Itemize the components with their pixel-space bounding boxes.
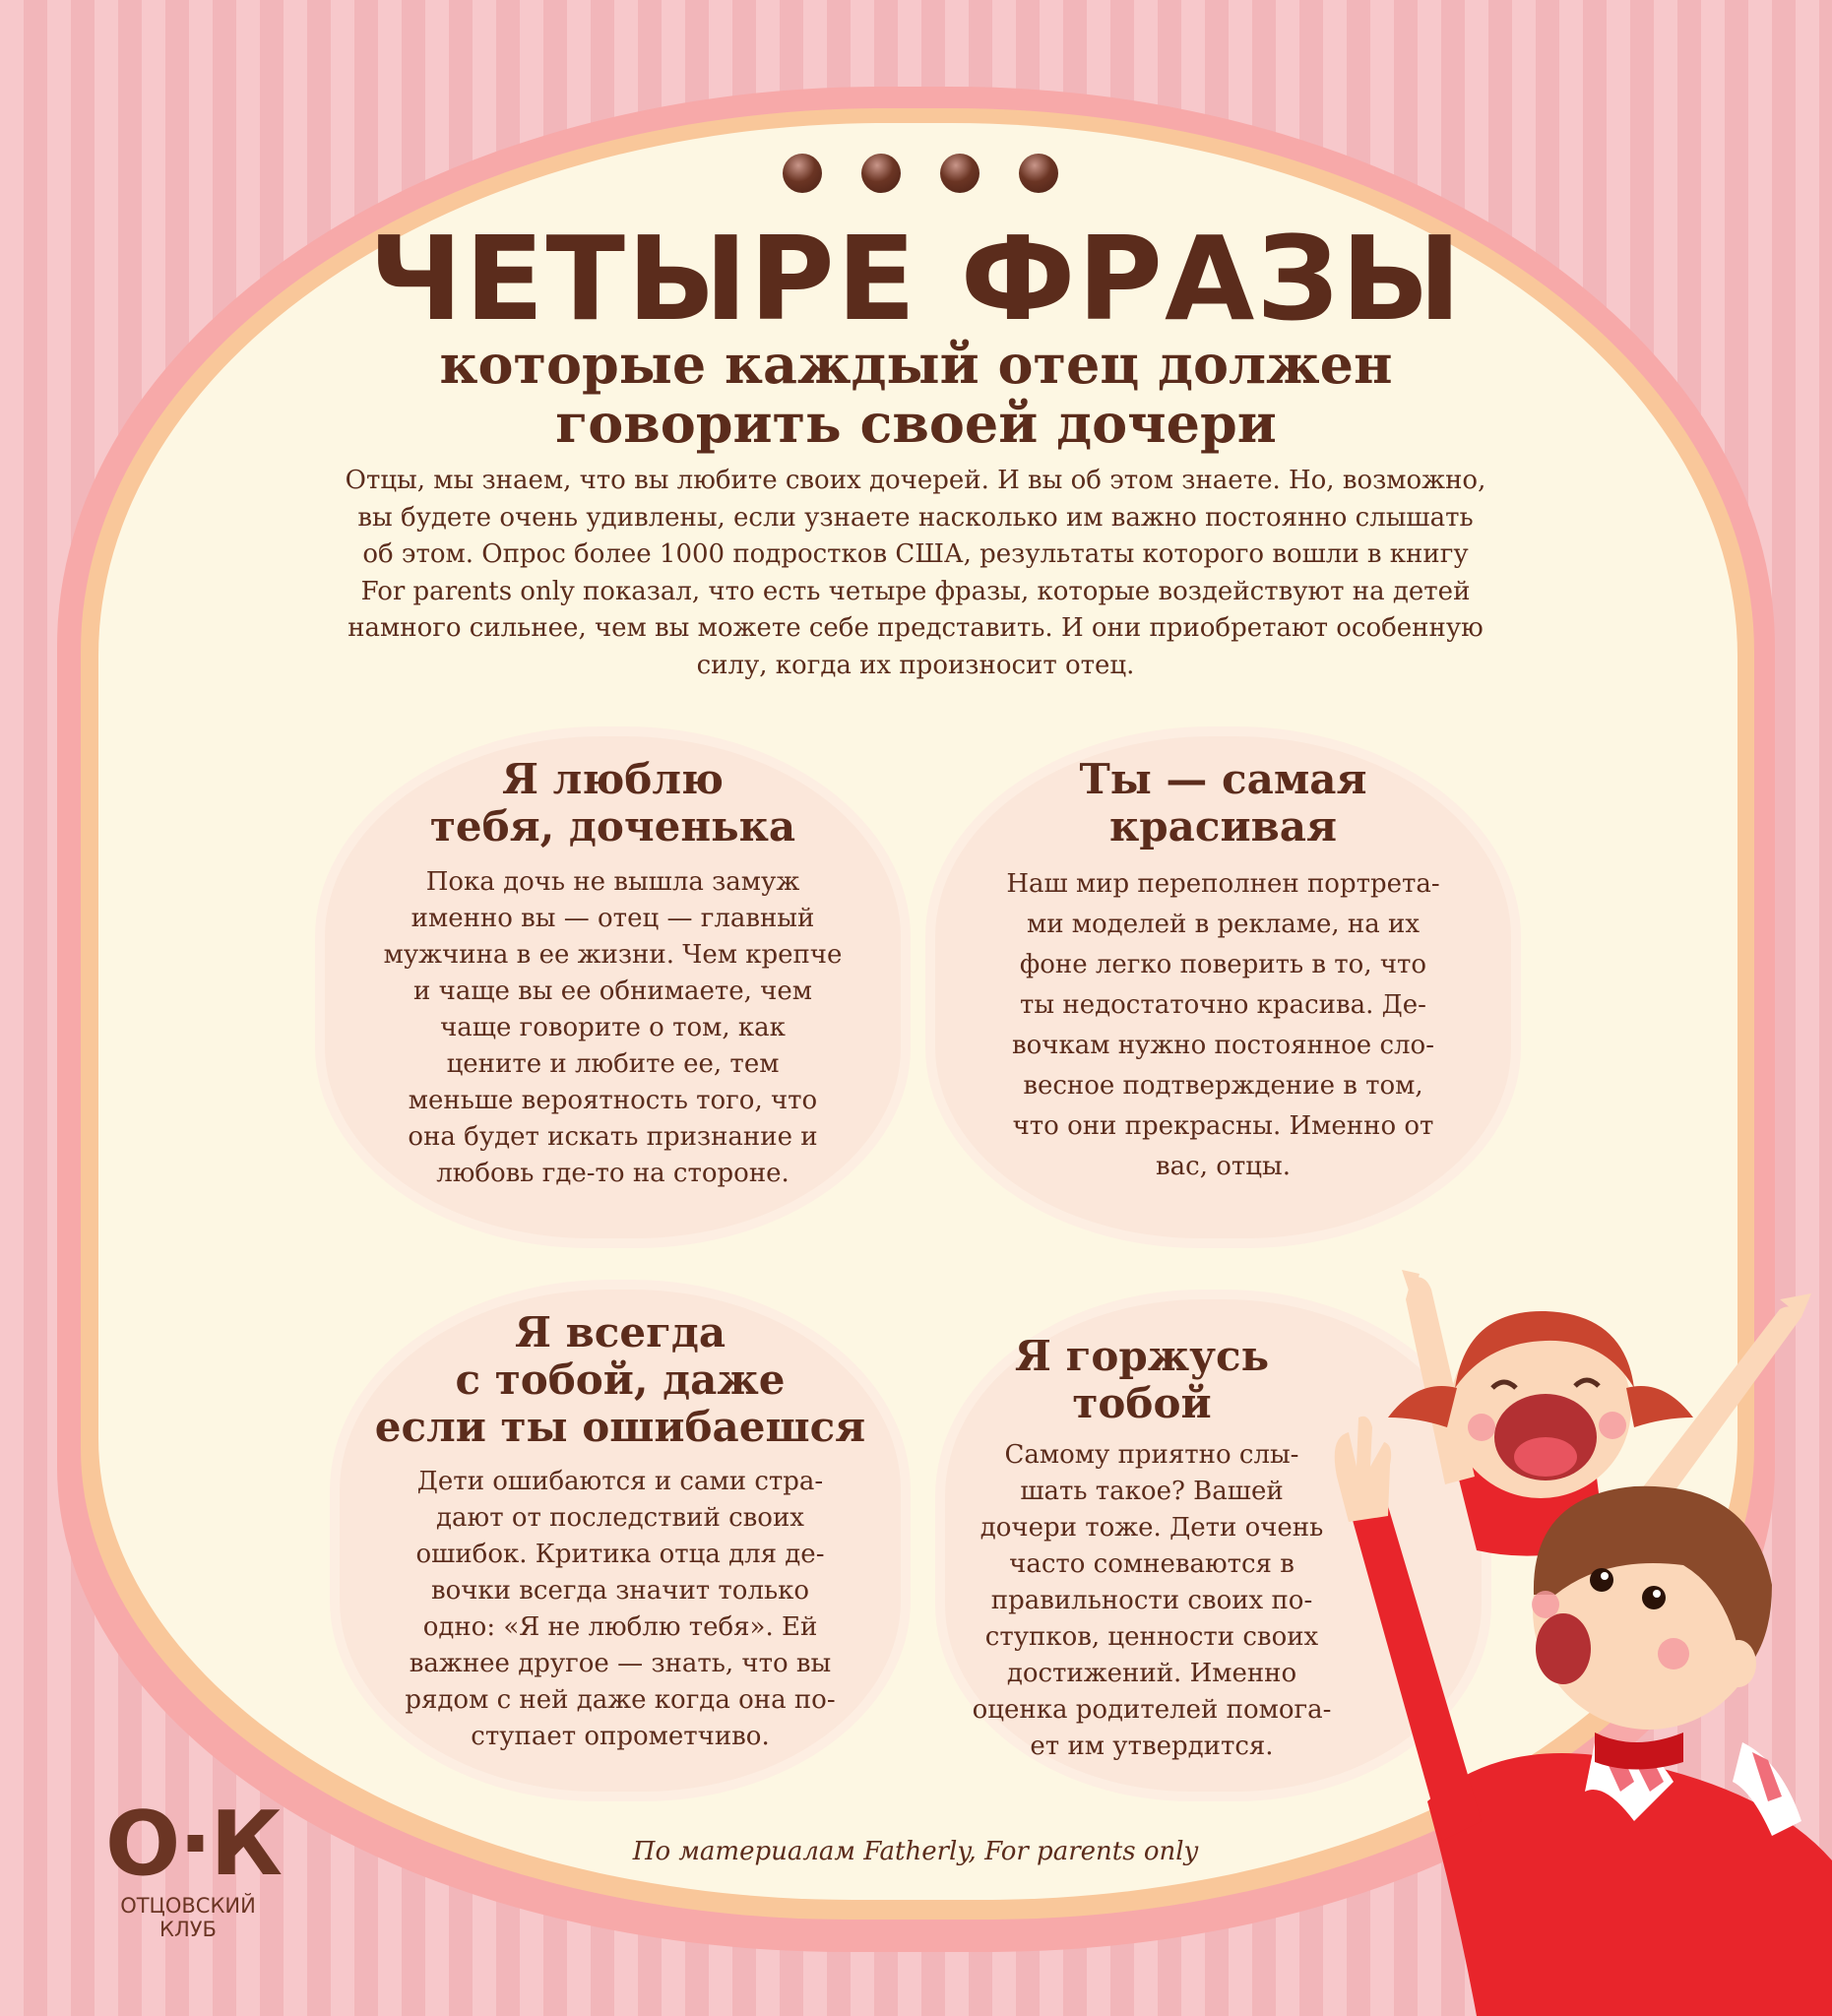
card-title-line: с тобой, даже [455,1355,786,1404]
phrase-card-text [340,1464,901,1755]
card-text-line: мужчина в ее жизни. Чем крепче [383,940,843,970]
dot-icon [861,154,901,193]
card-title-line: тебя, доченька [429,802,796,850]
card-text-line: она будет искать признание и [408,1122,818,1152]
card-text-line: рядом с ней даже когда она по- [405,1685,836,1715]
card-text-line: весное подтверждение в том, [1023,1071,1423,1101]
card-text-line: вочкам нужно постоянное сло- [1012,1031,1434,1060]
card-text-line: именно вы — отец — главный [411,904,815,933]
logo-text: ОТЦОВСКИЙ КЛУБ [120,1894,256,1941]
intro-line: силу, когда их произносит отец. [696,650,1135,680]
dot-icon [940,154,979,193]
card-text-line: дают от последствий своих [436,1503,804,1533]
intro-line: For parents only показал, что есть четыре фразы, которые воздействуют на детей [360,576,1471,606]
card-text-line: любовь где-то на стороне. [436,1159,790,1188]
card-title-line: Я люблю [501,755,725,803]
club-logo [95,1793,291,1941]
card-text-line: шать такое? Вашей [1020,1477,1284,1506]
card-text-line: чаще говорите о том, как [440,1013,786,1042]
intro-line: Отцы, мы знаем, что вы любите своих дочерей. И вы об этом знаете. Но, возможно, [345,466,1486,495]
card-text-line: меньше вероятность того, что [408,1086,818,1115]
intro-line: вы будете очень удивлены, если узнаете насколько им важно постоянно слышать [357,502,1474,533]
phrase-card-text [325,864,901,1192]
card-text-line: ет им утвердится. [1030,1732,1274,1761]
card-title-line: тобой [1072,1379,1212,1427]
card-text-line: ми моделей в рекламе, на их [1026,910,1420,939]
card-text-line: фоне легко поверить в то, что [1019,950,1427,979]
phrase-card-text [935,864,1511,1187]
intro-line: об этом. Опрос более 1000 подростков США, результаты которого вошли в книгу [362,539,1469,569]
phrase-card-title [325,756,901,850]
card-text-line: дочери тоже. Дети очень [979,1513,1324,1543]
subtitle-line: говорить своей дочери [555,392,1277,455]
card-text-line: Наш мир переполнен портрета- [1006,869,1440,899]
dot-icon [783,154,822,193]
card-title-line: Ты — самая [1079,755,1367,803]
decorative-dots [783,154,1058,197]
subtitle-line: которые каждый отец должен [439,333,1393,396]
card-title-line: если ты ошибаешся [374,1403,866,1451]
card-text-line: ошибок. Критика отца для де- [415,1540,825,1569]
page-subtitle [0,335,1832,453]
card-text-line: ступает опрометчиво. [471,1722,770,1751]
intro-line: намного сильнее, чем вы можете себе представить. И они приобретают особенную [347,613,1484,643]
card-text-line: и чаще вы ее обнимаете, чем [413,976,812,1006]
card-text-line: ступков, ценности своих [984,1622,1319,1652]
card-text-line: Самому приятно слы- [1004,1440,1299,1470]
card-text-line: часто сомневаются в [1009,1549,1295,1579]
card-text-line: Дети ошибаются и сами стра- [416,1467,824,1496]
card-text-line: правильности своих по- [990,1586,1313,1615]
intro-paragraph [305,463,1526,684]
phrase-card-title [340,1309,901,1451]
card-title-line: красивая [1108,802,1338,850]
phrase-card-text [945,1437,1358,1765]
card-text-line: цените и любите ее, тем [446,1049,780,1079]
card-text-line: одно: «Я не люблю тебя». Ей [422,1612,818,1642]
father-daughter-illustration [1309,1270,1832,2016]
card-text-line: вас, отцы. [1156,1152,1291,1181]
card-text-line: оценка родителей помога- [972,1695,1332,1725]
phrase-card-title [935,756,1511,850]
source-note: По материалам Fatherly, For parents only [632,1837,1199,1866]
card-text-line: что они прекрасны. Именно от [1012,1111,1434,1141]
dot-icon [1019,154,1058,193]
logo-mark: О·К [104,1793,282,1896]
card-text-line: ты недостаточно красива. Де- [1020,990,1426,1020]
page-title: ЧЕТЫРЕ ФРАЗЫ [368,211,1464,346]
card-text-line: Пока дочь не вышла замуж [425,867,800,897]
card-text-line: важнее другое — знать, что вы [409,1649,832,1678]
card-text-line: достижений. Именно [1006,1659,1297,1688]
phrase-card-title [984,1333,1299,1427]
card-title-line: Я горжусь [1014,1332,1270,1380]
card-title-line: Я всегда [514,1308,726,1356]
card-text-line: вочки всегда значит только [430,1576,810,1606]
